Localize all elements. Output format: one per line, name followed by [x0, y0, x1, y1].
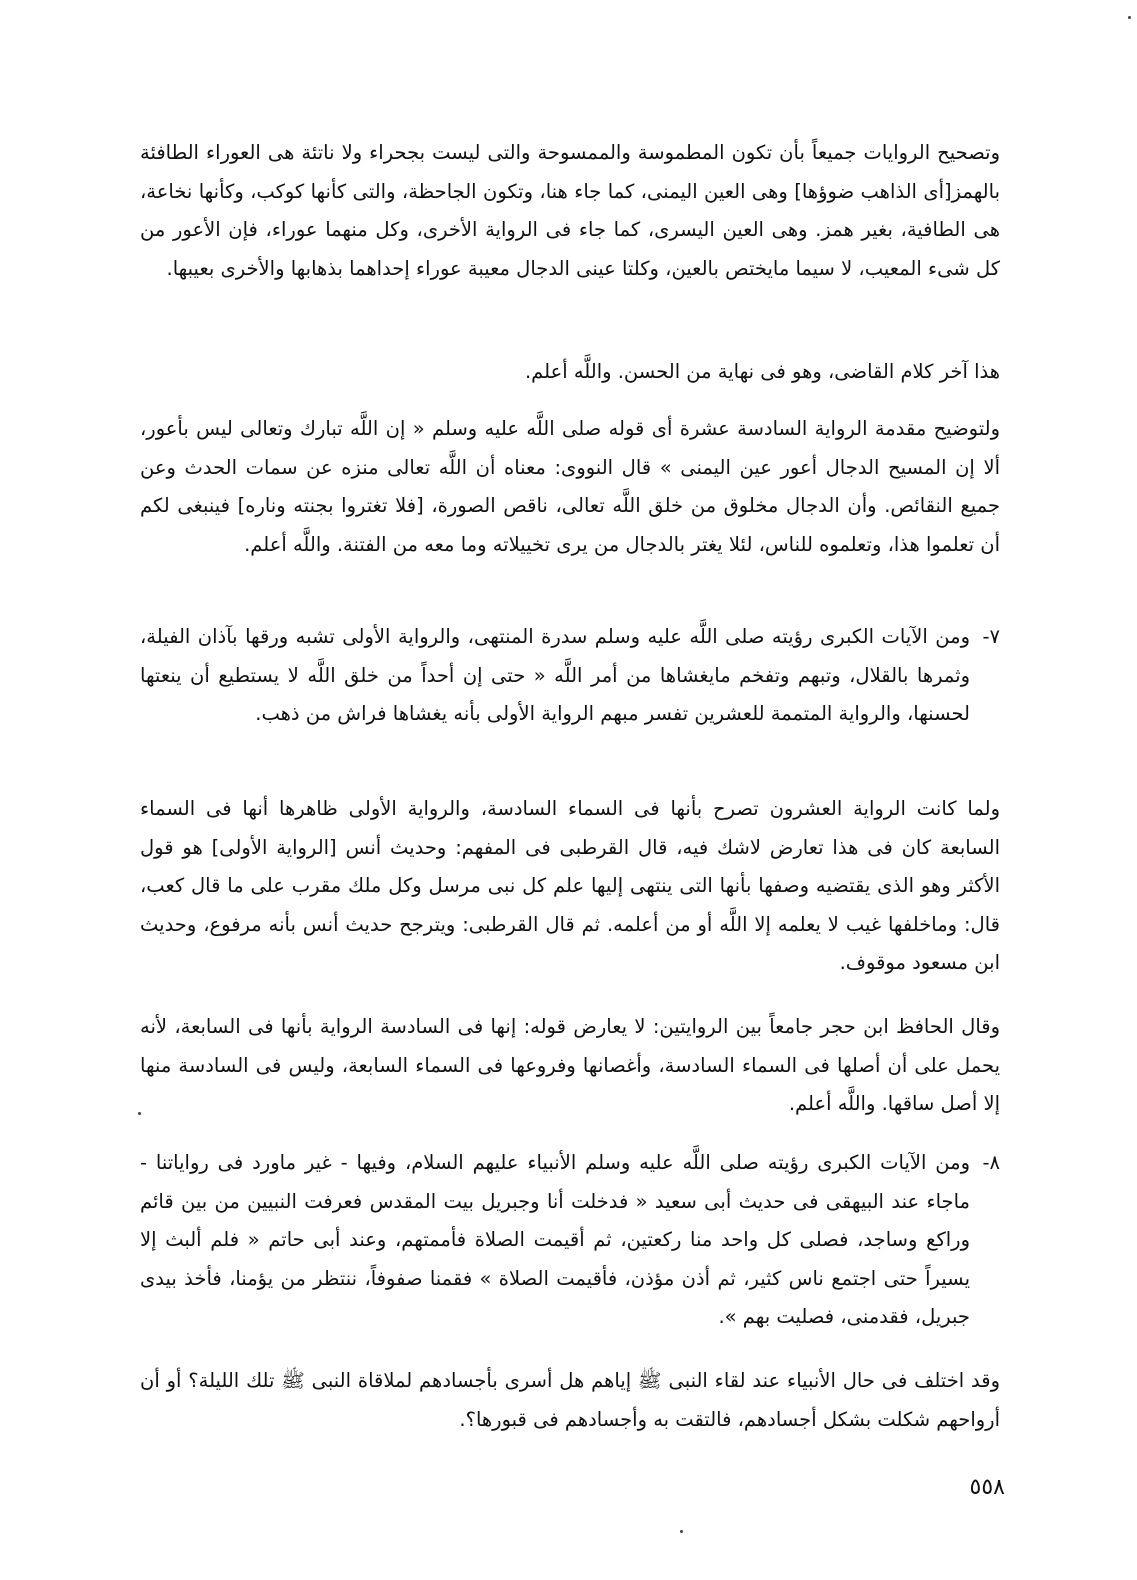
paragraph-5: ولما كانت الرواية العشرون تصرح بأنها فى السماء السادسة، والرواية الأولى ظاهرها أنها فى السماء السابعة كان فى هذا تعارض لاشك فيه، قال القرطبى فى المفهم: وحديث أنس [الرواية الأولى] هو قول الأكثر وهو الذى يقتضيه وصفها بأنها التى ينتهى إليها علم كل نبى مرسل وكل ملك مقرب على ما قال كعب، قال: وماخلفها غيب لا يعلمه إلا اللَّه أو من أعلمه. ثم قال القرطبى: ويترجح حديث أنس بأنه مرفوع، وحديث ابن مسعود موقوف. — [140, 797, 1000, 975]
paragraph-6: وقال الحافظ ابن حجر جامعاً بين الروايتين: لا يعارض قوله: إنها فى السادسة الرواية بأنها فى السابعة، لأنه يحمل على أن أصلها فى السماء السادسة، وأغصانها وفروعها فى السماء السابعة، وليس فى السادسة منها إلا أصل ساقها. واللَّه أعلم. — [140, 1015, 1000, 1116]
paragraph-8: وقد اختلف فى حال الأنبياء عند لقاء النبى ﷺ إياهم هل أسرى بأجسادهم لملاقاة النبى ﷺ تلك الليلة؟ أو أن أرواحهم شكلت بشكل أجسادهم، فالتقت به وأجسادهم فى قبورها؟. — [140, 1369, 1000, 1431]
paragraph-1: وتصحيح الروايات جميعاً بأن تكون المطموسة والممسوحة والتى ليست بجحراء ولا ناتئة هى العوراء الطافئة بالهمز[أى الذاهب ضوؤها] وهى العين اليمنى، كما جاء هنا، وتكون الجاحظة، والتى كأنها كوكب، وكأنها نخاعة، هى الطافية، بغير همز. وهى العين اليسرى، كما جاء فى الرواية الأخرى، وكل منهما عوراء، فإن الأعور من كل شىء المعيب، لا سيما مايختص بالعين، وكلتا عينى الدجال معيبة عوراء إحداهما بذهابها والأخرى بعيبها. — [140, 141, 1000, 280]
item-number: ٧- — [982, 625, 1000, 648]
paragraph-2: هذا آخر كلام القاضى، وهو فى نهاية من الحسن. واللَّه أعلم. — [524, 360, 1000, 383]
numbered-paragraph-8 — [140, 1144, 1000, 1337]
scan-speck — [138, 1112, 141, 1115]
scan-speck — [680, 1530, 683, 1533]
paragraph-3: ولتوضيح مقدمة الرواية السادسة عشرة أى قوله صلى اللَّه عليه وسلم « إن اللَّه تبارك وتعالى ليس بأعور، ألا إن المسيح الدجال أعور عين اليمنى » قال النووى: معناه أن اللَّه تعالى منزه عن سمات الحدث وعن جميع النقائص. وأن الدجال مخلوق من خلق اللَّه تعالى، ناقص الصورة، [فلا تغتروا بجنته وناره] فينبغى لكم أن تعلموا هذا، وتعلموه للناس، لئلا يغتر بالدجال من يرى تخييلاته وما معه من الفتنة. واللَّه أعلم. — [140, 417, 1000, 556]
numbered-paragraph-7 — [140, 618, 1000, 734]
paragraph-7: ومن الآيات الكبرى رؤيته صلى اللَّه عليه وسلم الأنبياء عليهم السلام، وفيها - غير ماورد فى رواياتنا - ماجاء عند البيهقى فى حديث أبى سعيد « فدخلت أنا وجبريل بيت المقدس فعرفت النبيين من بين قائم وراكع وساجد، فصلى كل واحد منا ركعتين، ثم أقيمت الصلاة فأممتهم، وعند أبى حاتم « فلم ألبث إلا يسيراً حتى اجتمع ناس كثير، ثم أذن مؤذن، فأقيمت الصلاة » فقمنا صفوفاً، ننتظر من يؤمنا، فأخذ بيدى جبريل، فقدمنى، فصليت بهم ». — [140, 1151, 970, 1329]
page-number: ٥٥٨ — [969, 1475, 1005, 1500]
scan-speck — [1128, 16, 1131, 19]
paragraph-4: ومن الآيات الكبرى رؤيته صلى اللَّه عليه وسلم سدرة المنتهى، والرواية الأولى تشبه ورقها بآذان الفيلة، وثمرها بالقلال، وتبهم وتفخم مايغشاها من أمر اللَّه « حتى إن أحداً من خلق اللَّه لا يستطيع أن ينعتها لحسنها، والرواية المتممة للعشرين تفسر مبهم الرواية الأولى بأنه يغشاها فراش من ذهب. — [140, 625, 970, 726]
item-number: ٨- — [982, 1151, 1000, 1174]
